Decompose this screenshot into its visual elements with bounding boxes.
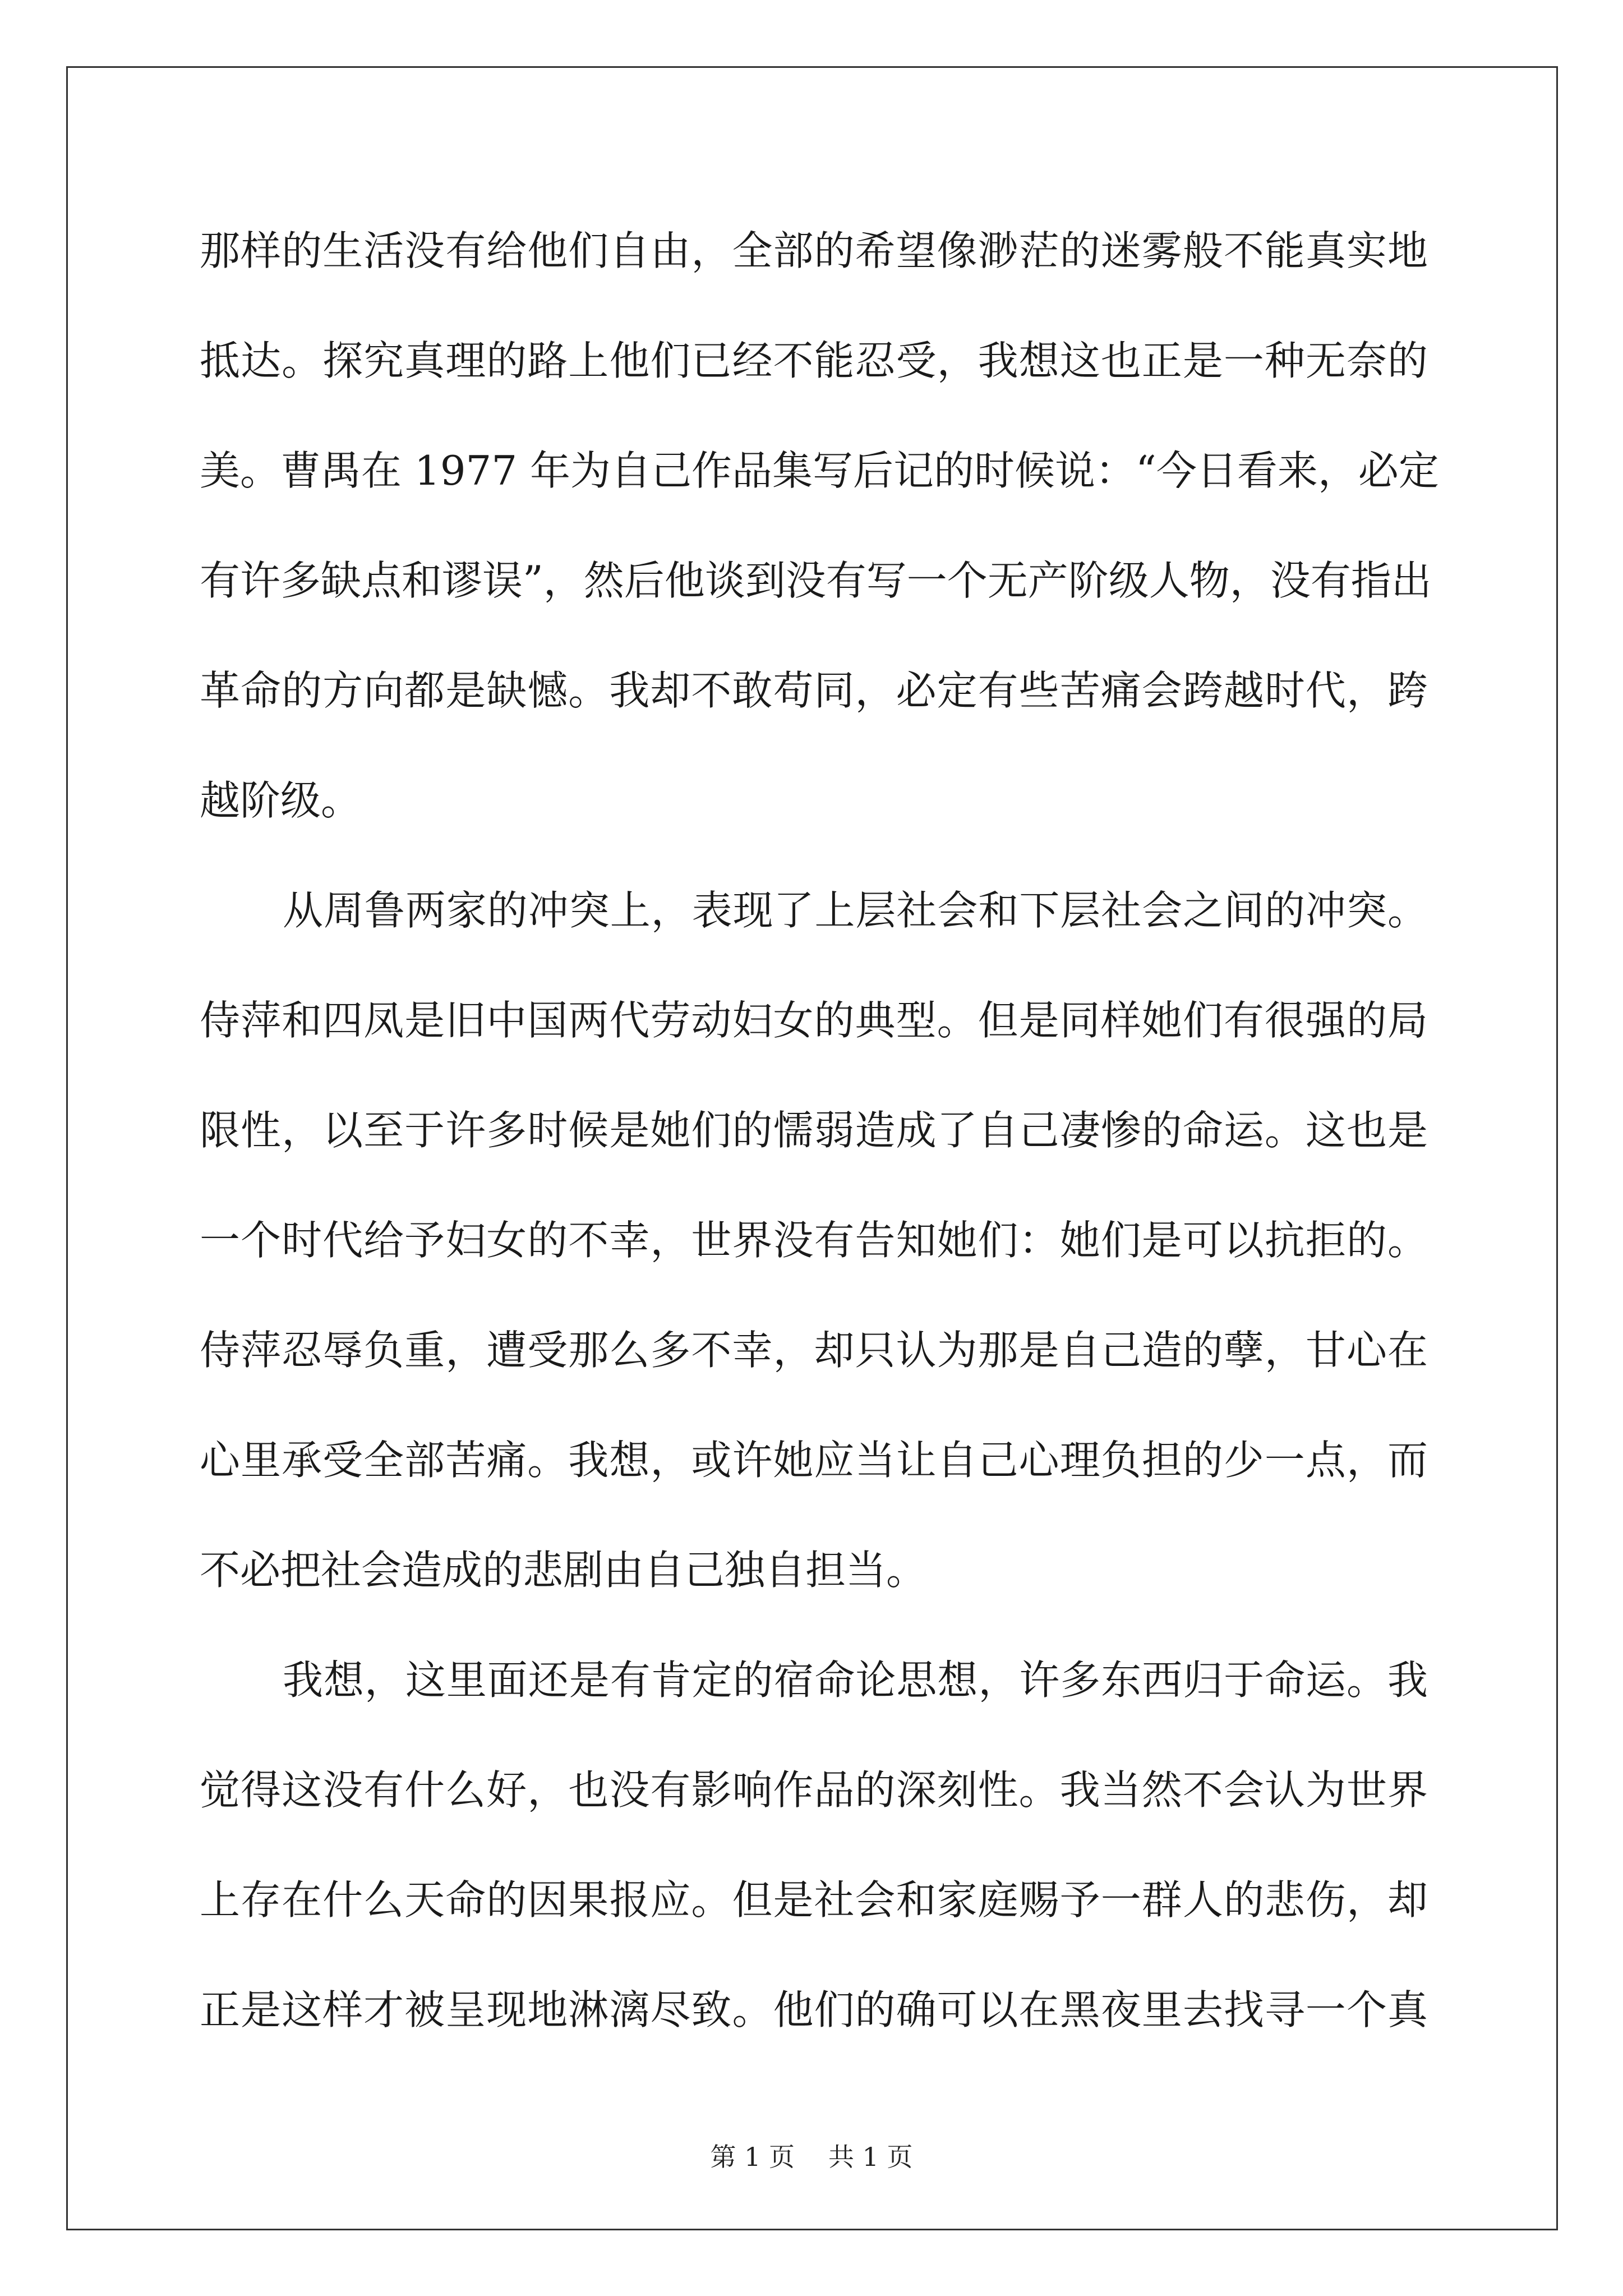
- text-line: 心里承受全部苦痛。我想，或许她应当让自己心理负担的少一点，而: [200, 1437, 1428, 1484]
- text-line: 上存在什么天命的因果报应。但是社会和家庭赐予一群人的悲伤，却: [200, 1876, 1428, 1924]
- text-line: 越阶级。: [200, 777, 362, 824]
- text-line: 革命的方向都是缺憾。我却不敢苟同，必定有些苦痛会跨越时代，跨: [200, 667, 1428, 714]
- text-line: 限性，以至于许多时候是她们的懦弱造成了自己凄惨的命运。这也是: [200, 1107, 1428, 1154]
- text-line: 觉得这没有什么好，也没有影响作品的深刻性。我当然不会认为世界: [200, 1766, 1428, 1814]
- text-line: 侍萍忍辱负重，遭受那么多不幸，却只认为那是自己造的孽，甘心在: [200, 1327, 1428, 1374]
- text-line: 从周鲁两家的冲突上，表现了上层社会和下层社会之间的冲突。: [283, 887, 1428, 934]
- text-line: 抵达。探究真理的路上他们已经不能忍受，我想这也正是一种无奈的: [200, 337, 1428, 384]
- text-line: 不必把社会造成的悲剧由自己独自担当。: [200, 1547, 927, 1594]
- text-line: 正是这样才被呈现地淋漓尽致。他们的确可以在黑夜里去找寻一个真: [200, 1986, 1428, 2033]
- page-number: 第 1 页: [710, 2142, 795, 2172]
- text-line: 美。曹禺在 1977 年为自己作品集写后记的时候说：“今日看来，必定: [200, 447, 1439, 494]
- text-line: 一个时代给予妇女的不幸，世界没有告知她们：她们是可以抗拒的。: [200, 1217, 1428, 1264]
- page-total: 共 1 页: [828, 2142, 913, 2172]
- document-body: [200, 220, 1439, 2089]
- text-line: 那样的生活没有给他们自由，全部的希望像渺茫的迷雾般不能真实地: [200, 227, 1428, 274]
- text-line: 侍萍和四凤是旧中国两代劳动妇女的典型。但是同样她们有很强的局: [200, 997, 1428, 1044]
- text-line: 我想，这里面还是有肯定的宿命论思想，许多东西归于命运。我: [283, 1657, 1428, 1704]
- text-line: 有许多缺点和谬误”，然后他谈到没有写一个无产阶级人物，没有指出: [200, 557, 1432, 604]
- page-footer: [0, 2140, 1623, 2174]
